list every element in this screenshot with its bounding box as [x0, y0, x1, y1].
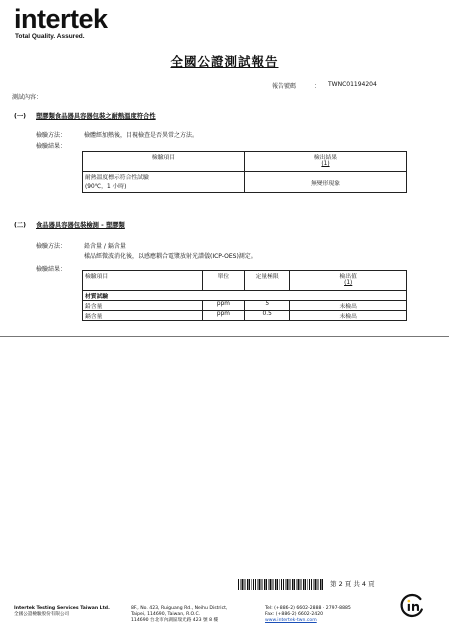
- report-no-separator: ：: [314, 83, 321, 90]
- table-group-label: 材質試驗: [83, 291, 407, 301]
- footer-company: [14, 606, 110, 618]
- section1-title: 塑膠類食品器具容器包裝之耐熱溫度符合性: [36, 113, 156, 120]
- report-no-label: 報告號碼: [272, 83, 297, 90]
- section2-method-label: 檢驗方法：: [36, 243, 67, 250]
- report-no-value: TWNC01194204: [328, 81, 377, 88]
- table-row: [83, 172, 407, 193]
- section1-result-label: 檢驗結果：: [36, 143, 67, 150]
- table-cell-result: 未檢出: [290, 311, 407, 321]
- footer-website-link[interactable]: www.intertek-twn.com: [265, 618, 317, 624]
- table-header-row: [83, 271, 407, 291]
- footer-address-en2: Taipei, 114690, Taiwan, R.O.C.: [131, 612, 201, 618]
- footer-address-zh: 114690 台北市內湖區瑞光路 423 號 8 樓: [131, 618, 219, 624]
- table-header-cell: 檢出值 (1): [290, 271, 407, 291]
- test-content-label: 測試內容：: [12, 94, 43, 101]
- table-cell-item: 鎘含量: [83, 311, 203, 321]
- table-header-cell: 檢驗項目: [83, 152, 245, 172]
- table-cell-unit: ppm: [202, 301, 244, 311]
- section2-method-line1: 鉛含量 / 鎘含量: [84, 243, 126, 250]
- table-header-cell: 單位: [202, 271, 244, 291]
- table-cell-item: 鉛含量: [83, 301, 203, 311]
- page-indicator: 第 2 頁 共 4 頁: [330, 580, 375, 588]
- footer-company-zh: 全國公證檢驗股份有限公司: [14, 612, 70, 618]
- section2-method-line2: 樣品經微波消化後，以感應耦合電漿放射光譜儀(ICP-OES)測定。: [84, 253, 257, 260]
- section2-number: (二): [14, 222, 27, 229]
- report-title: 全國公證測試報告: [170, 54, 279, 69]
- section2-result-label: 檢驗結果：: [36, 266, 67, 273]
- table-row: [83, 301, 407, 311]
- table-cell-result: 未檢出: [290, 301, 407, 311]
- table-cell-item: 耐熱溫度標示符合性試驗 (90℃，1 小時): [83, 172, 245, 193]
- section1-table: [82, 151, 407, 193]
- table-cell-unit: ppm: [202, 311, 244, 321]
- section2-title: 食品器具容器包裝檢測 - 塑膠類: [36, 222, 125, 229]
- section2-table: [82, 270, 407, 321]
- footer-contact: [265, 606, 351, 625]
- logo-tagline: Total Quality. Assured.: [15, 33, 85, 40]
- intertek-logo: intertek: [14, 4, 108, 34]
- section1-method-label: 檢驗方法：: [36, 132, 67, 139]
- intertek-circle-logo-icon: [398, 592, 426, 620]
- table-header-cell: 定量極限: [244, 271, 289, 291]
- footer-tel: Tel: (+886-2) 6602-2888 · 2797-8885: [265, 606, 351, 611]
- table-cell-limit: 5: [244, 301, 289, 311]
- table-row: [83, 311, 407, 321]
- footer-company-en: Intertek Testing Services Taiwan Ltd.: [14, 606, 110, 611]
- section1-method-text: 檢體經加熱後，目視檢查是否異常之方法。: [84, 132, 199, 139]
- divider-line: [0, 336, 449, 337]
- barcode: [238, 579, 324, 590]
- table-cell-limit: 0.5: [244, 311, 289, 321]
- section1-number: (一): [14, 113, 27, 120]
- footer-address: [131, 606, 227, 625]
- footer-fax: Fax: (+886-2) 6602-2420: [265, 612, 324, 618]
- table-group-row: [83, 291, 407, 301]
- table-cell-result: 無變形現象: [245, 172, 407, 193]
- table-header-cell: 檢出結果 (1): [245, 152, 407, 172]
- table-header-cell: 檢驗項目: [83, 271, 203, 291]
- table-header-row: [83, 152, 407, 172]
- footer-address-en1: 8F., No. 423, Ruiguang Rd., Neihu District,: [131, 606, 228, 611]
